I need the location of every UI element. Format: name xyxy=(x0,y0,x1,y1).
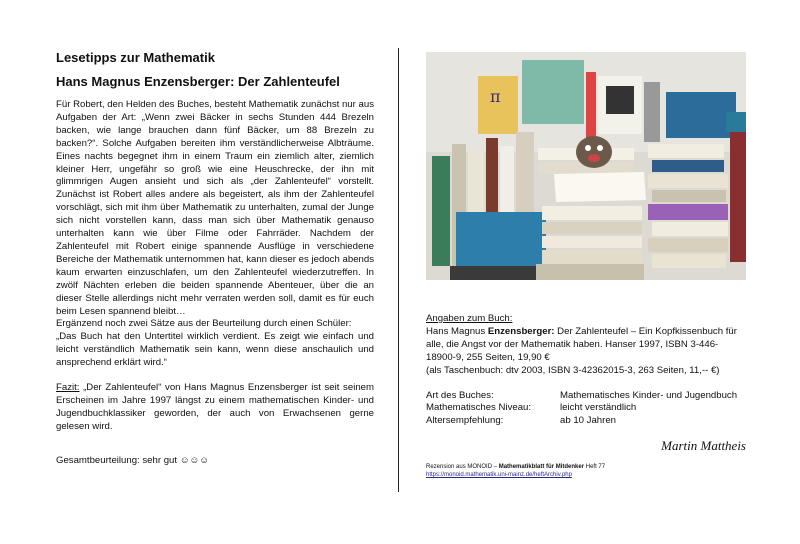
book-details xyxy=(426,390,748,429)
detail-label: Altersempfehlung: xyxy=(426,415,504,427)
detail-label: Art des Buches: xyxy=(426,389,494,401)
book-title: Hans Magnus Enzensberger: Der Zahlenteufel xyxy=(56,74,340,89)
paperback-info: (als Taschenbuch: dtv 2003, ISBN 3-42362015-3, 263 Seiten, 11,-- €) xyxy=(426,364,720,376)
source-suffix: Heft 77 xyxy=(584,464,606,471)
book-info-heading: Angaben zum Buch: xyxy=(426,313,513,324)
detail-value: leicht verständlich xyxy=(560,402,637,414)
student-quote: „Das Buch hat den Untertitel wirklich verdient. Es zeigt wie einfach und leicht verständlich Mathematik sein kann, wenn diese anschaulich und ansprechend erklärt wird.“ xyxy=(56,331,374,369)
fazit-text: „Der Zahlenteufel“ von Hans Magnus Enzensberger ist seit seinem Erscheinen im Jahre 1997 längst zu einem mathematischen Kinder- und Jugendbuchklassiker geworden, der auch von Erwachsenen gerne gelesen wird. xyxy=(56,382,374,432)
source-text xyxy=(426,463,748,471)
source-footer xyxy=(426,463,748,479)
fazit xyxy=(56,382,374,434)
detail-label: Mathematisches Niveau: xyxy=(426,402,532,414)
svg-text:π: π xyxy=(490,87,501,106)
book-info xyxy=(426,313,748,378)
fazit-label: Fazit: xyxy=(56,382,80,394)
overall-rating: Gesamtbeurteilung: sehr gut ☺☺☺ xyxy=(56,455,210,467)
detail-value: ab 10 Jahren xyxy=(560,415,617,427)
author-signature: Martin Mattheis xyxy=(661,438,746,454)
column-divider xyxy=(398,48,399,492)
author-last: Enzensberger: xyxy=(487,325,555,337)
book-info-details: Der Zahlenteufel – Ein Kopfkissenbuch für alle, die Angst vor der Mathematik haben. Hanser 1997, ISBN 3-446-18900-9, 255 Seiten, 19,90 € xyxy=(426,325,737,363)
review-column xyxy=(56,50,374,478)
info-column xyxy=(426,52,748,479)
archive-link[interactable]: https://monoid.mathematik.uni-mainz.de/heftArchiv.php xyxy=(426,472,572,479)
author-first: Hans Magnus xyxy=(426,325,488,337)
student-intro: Ergänzend noch zwei Sätze aus der Beurteilung durch einen Schüler: xyxy=(56,318,352,330)
page-title: Lesetipps zur Mathematik xyxy=(56,50,215,65)
review-body: Für Robert, den Helden des Buches, besteht Mathematik zunächst nur aus Aufgaben der Art: „Wenn zwei Bäcker in sechs Stunden 444 Brezeln backen, wie lange brauchen dann fünf Bäcker, um 88 Brezeln zu backen?“. Solche Aufgaben bereiten ihm verständlicherweise Albträume. Eines nachts begegnet ihm in einem Traum ein ziemlich alter, ziemlich kleiner Herr, ungefähr so groß wie eine Heuschrecke, der ihn mit glimmrigen Augen ansieht und sich als „der Zahlenteufel“ vorstellt. Zunächst ist Robert alles andere als begeistert, als ihm der Zahlenteufel vorschlägt, sich mit ihm über Mathematik zu unterhalten, zumal der Junge sich nicht vorstellen kann, dass man sich über Mathematik genauso unterhalten kann wie über Filme oder Fahrräder. Nachdem der Zahlenteufel mit Robert einige spannende Ausflüge in verschiedene Bereiche der Mathematik unternommen hat, kann dieser es jedoch abends kaum erwarten einzuschlafen, um den Zahlenteufel wiederzutreffen. In zwölf Nächten erleben die beiden spannende Abenteuer, über die an dieser Stelle allerdings nicht mehr verraten werden soll, damit es für euch beim Lesen spannend bleibt… xyxy=(56,99,374,317)
book-stack-photo xyxy=(426,52,746,280)
book-info-text xyxy=(426,326,748,365)
source-prefix: Rezension aus MONOID – xyxy=(426,464,499,471)
detail-value: Mathematisches Kinder- und Jugendbuch xyxy=(560,389,738,401)
source-bold: Mathematikblatt für Mitdenker xyxy=(498,464,585,471)
